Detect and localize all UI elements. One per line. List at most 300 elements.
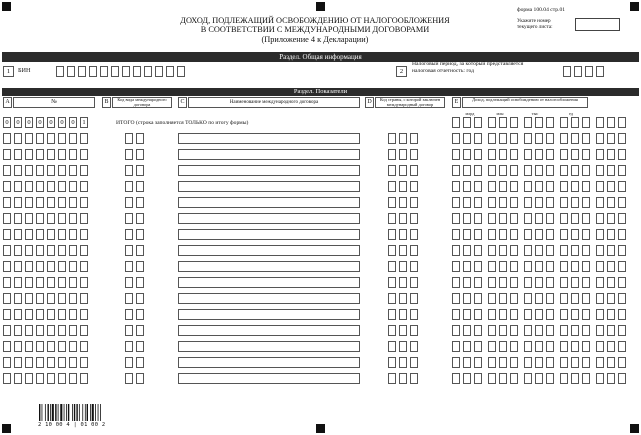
income-digit-cell[interactable] [452, 309, 460, 320]
row-number-cell[interactable] [36, 309, 44, 320]
income-digit-cell[interactable] [546, 325, 554, 336]
itogo-income-cell[interactable] [596, 117, 604, 128]
row-number-cell[interactable] [69, 181, 77, 192]
income-digit-cell[interactable] [499, 373, 507, 384]
row-number-cell[interactable] [58, 197, 66, 208]
income-digit-cell[interactable] [474, 357, 482, 368]
income-digit-cell[interactable] [535, 197, 543, 208]
row-number-cell[interactable] [36, 293, 44, 304]
income-digit-cell[interactable] [607, 357, 615, 368]
itogo-income-cell[interactable] [546, 117, 554, 128]
row-number-cell[interactable] [80, 309, 88, 320]
income-digit-cell[interactable] [546, 293, 554, 304]
country-code-cell[interactable] [388, 181, 396, 192]
income-digit-cell[interactable] [560, 181, 568, 192]
tax-year-digit-cell[interactable] [574, 66, 582, 77]
income-digit-cell[interactable] [452, 325, 460, 336]
income-digit-cell[interactable] [560, 373, 568, 384]
income-digit-cell[interactable] [607, 245, 615, 256]
row-number-cell[interactable] [36, 261, 44, 272]
treaty-type-code-cell[interactable] [125, 373, 133, 384]
itogo-number-cell[interactable]: 0 [3, 117, 11, 128]
treaty-name-input[interactable] [178, 181, 360, 192]
income-digit-cell[interactable] [524, 229, 532, 240]
income-digit-cell[interactable] [571, 197, 579, 208]
treaty-type-code-cell[interactable] [136, 229, 144, 240]
income-digit-cell[interactable] [582, 229, 590, 240]
row-number-cell[interactable] [58, 229, 66, 240]
income-digit-cell[interactable] [560, 277, 568, 288]
itogo-income-cell[interactable] [452, 117, 460, 128]
row-number-cell[interactable] [69, 261, 77, 272]
row-number-cell[interactable] [3, 149, 11, 160]
row-number-cell[interactable] [25, 357, 33, 368]
country-code-cell[interactable] [399, 341, 407, 352]
income-digit-cell[interactable] [535, 309, 543, 320]
country-code-cell[interactable] [388, 229, 396, 240]
row-number-cell[interactable] [3, 293, 11, 304]
income-digit-cell[interactable] [546, 213, 554, 224]
treaty-name-input[interactable] [178, 213, 360, 224]
income-digit-cell[interactable] [596, 213, 604, 224]
income-digit-cell[interactable] [510, 197, 518, 208]
income-digit-cell[interactable] [474, 245, 482, 256]
income-digit-cell[interactable] [535, 277, 543, 288]
income-digit-cell[interactable] [452, 373, 460, 384]
income-digit-cell[interactable] [463, 293, 471, 304]
row-number-cell[interactable] [69, 229, 77, 240]
treaty-type-code-cell[interactable] [136, 341, 144, 352]
itogo-income-cell[interactable] [488, 117, 496, 128]
row-number-cell[interactable] [58, 213, 66, 224]
income-digit-cell[interactable] [499, 357, 507, 368]
row-number-cell[interactable] [14, 165, 22, 176]
row-number-cell[interactable] [47, 181, 55, 192]
income-digit-cell[interactable] [618, 133, 626, 144]
row-number-cell[interactable] [14, 197, 22, 208]
row-number-cell[interactable] [69, 133, 77, 144]
income-digit-cell[interactable] [582, 165, 590, 176]
row-number-cell[interactable] [36, 277, 44, 288]
income-digit-cell[interactable] [510, 357, 518, 368]
income-digit-cell[interactable] [618, 197, 626, 208]
income-digit-cell[interactable] [618, 325, 626, 336]
country-code-cell[interactable] [410, 133, 418, 144]
row-number-cell[interactable] [25, 133, 33, 144]
row-number-cell[interactable] [69, 341, 77, 352]
income-digit-cell[interactable] [488, 373, 496, 384]
country-code-cell[interactable] [410, 261, 418, 272]
row-number-cell[interactable] [14, 325, 22, 336]
country-code-cell[interactable] [388, 149, 396, 160]
treaty-type-code-cell[interactable] [125, 133, 133, 144]
treaty-name-input[interactable] [178, 325, 360, 336]
income-digit-cell[interactable] [546, 149, 554, 160]
income-digit-cell[interactable] [582, 373, 590, 384]
income-digit-cell[interactable] [571, 325, 579, 336]
income-digit-cell[interactable] [499, 341, 507, 352]
country-code-cell[interactable] [388, 373, 396, 384]
income-digit-cell[interactable] [524, 261, 532, 272]
income-digit-cell[interactable] [560, 229, 568, 240]
income-digit-cell[interactable] [607, 341, 615, 352]
row-number-cell[interactable] [47, 213, 55, 224]
income-digit-cell[interactable] [618, 277, 626, 288]
treaty-type-code-cell[interactable] [125, 213, 133, 224]
row-number-cell[interactable] [14, 341, 22, 352]
income-digit-cell[interactable] [618, 293, 626, 304]
income-digit-cell[interactable] [596, 133, 604, 144]
income-digit-cell[interactable] [488, 293, 496, 304]
income-digit-cell[interactable] [535, 245, 543, 256]
income-digit-cell[interactable] [488, 325, 496, 336]
income-digit-cell[interactable] [524, 133, 532, 144]
income-digit-cell[interactable] [474, 309, 482, 320]
treaty-type-code-cell[interactable] [136, 181, 144, 192]
treaty-type-code-cell[interactable] [136, 133, 144, 144]
treaty-type-code-cell[interactable] [136, 325, 144, 336]
income-digit-cell[interactable] [607, 197, 615, 208]
income-digit-cell[interactable] [582, 181, 590, 192]
income-digit-cell[interactable] [546, 277, 554, 288]
income-digit-cell[interactable] [596, 165, 604, 176]
row-number-cell[interactable] [80, 245, 88, 256]
income-digit-cell[interactable] [582, 309, 590, 320]
row-number-cell[interactable] [47, 293, 55, 304]
income-digit-cell[interactable] [546, 357, 554, 368]
row-number-cell[interactable] [58, 149, 66, 160]
row-number-cell[interactable] [25, 293, 33, 304]
income-digit-cell[interactable] [524, 293, 532, 304]
row-number-cell[interactable] [36, 149, 44, 160]
income-digit-cell[interactable] [560, 149, 568, 160]
row-number-cell[interactable] [3, 245, 11, 256]
income-digit-cell[interactable] [452, 293, 460, 304]
income-digit-cell[interactable] [535, 261, 543, 272]
bin-digit-cell[interactable] [89, 66, 97, 77]
row-number-cell[interactable] [14, 213, 22, 224]
income-digit-cell[interactable] [582, 133, 590, 144]
income-digit-cell[interactable] [510, 293, 518, 304]
row-number-cell[interactable] [25, 245, 33, 256]
row-number-cell[interactable] [3, 373, 11, 384]
income-digit-cell[interactable] [546, 181, 554, 192]
bin-digit-cell[interactable] [100, 66, 108, 77]
bin-digit-cell[interactable] [56, 66, 64, 77]
income-digit-cell[interactable] [535, 357, 543, 368]
income-digit-cell[interactable] [571, 293, 579, 304]
row-number-cell[interactable] [36, 181, 44, 192]
bin-digit-cell[interactable] [177, 66, 185, 77]
country-code-cell[interactable] [399, 373, 407, 384]
row-number-cell[interactable] [58, 293, 66, 304]
row-number-cell[interactable] [80, 133, 88, 144]
income-digit-cell[interactable] [474, 165, 482, 176]
income-digit-cell[interactable] [582, 293, 590, 304]
treaty-type-code-cell[interactable] [125, 181, 133, 192]
income-digit-cell[interactable] [596, 293, 604, 304]
row-number-cell[interactable] [69, 293, 77, 304]
income-digit-cell[interactable] [546, 341, 554, 352]
bin-digit-cell[interactable] [78, 66, 86, 77]
income-digit-cell[interactable] [452, 149, 460, 160]
row-number-cell[interactable] [36, 213, 44, 224]
income-digit-cell[interactable] [596, 277, 604, 288]
row-number-cell[interactable] [58, 133, 66, 144]
row-number-cell[interactable] [69, 373, 77, 384]
income-digit-cell[interactable] [618, 373, 626, 384]
income-digit-cell[interactable] [524, 213, 532, 224]
treaty-name-input[interactable] [178, 357, 360, 368]
row-number-cell[interactable] [80, 261, 88, 272]
income-digit-cell[interactable] [510, 181, 518, 192]
income-digit-cell[interactable] [546, 261, 554, 272]
row-number-cell[interactable] [80, 181, 88, 192]
country-code-cell[interactable] [399, 229, 407, 240]
income-digit-cell[interactable] [607, 293, 615, 304]
income-digit-cell[interactable] [524, 357, 532, 368]
income-digit-cell[interactable] [535, 181, 543, 192]
itogo-income-cell[interactable] [582, 117, 590, 128]
row-number-cell[interactable] [25, 261, 33, 272]
row-number-cell[interactable] [14, 245, 22, 256]
row-number-cell[interactable] [47, 245, 55, 256]
country-code-cell[interactable] [399, 261, 407, 272]
row-number-cell[interactable] [69, 165, 77, 176]
income-digit-cell[interactable] [582, 149, 590, 160]
row-number-cell[interactable] [58, 245, 66, 256]
row-number-cell[interactable] [3, 261, 11, 272]
income-digit-cell[interactable] [488, 133, 496, 144]
itogo-number-cell[interactable]: 0 [47, 117, 55, 128]
income-digit-cell[interactable] [474, 197, 482, 208]
row-number-cell[interactable] [36, 133, 44, 144]
income-digit-cell[interactable] [488, 341, 496, 352]
treaty-type-code-cell[interactable] [136, 245, 144, 256]
income-digit-cell[interactable] [618, 229, 626, 240]
row-number-cell[interactable] [69, 197, 77, 208]
treaty-type-code-cell[interactable] [136, 357, 144, 368]
treaty-type-code-cell[interactable] [136, 165, 144, 176]
treaty-type-code-cell[interactable] [125, 165, 133, 176]
row-number-cell[interactable] [14, 229, 22, 240]
country-code-cell[interactable] [410, 277, 418, 288]
income-digit-cell[interactable] [607, 165, 615, 176]
row-number-cell[interactable] [25, 149, 33, 160]
treaty-type-code-cell[interactable] [125, 149, 133, 160]
row-number-cell[interactable] [47, 309, 55, 320]
tax-year-digit-cell[interactable] [585, 66, 593, 77]
row-number-cell[interactable] [80, 197, 88, 208]
country-code-cell[interactable] [399, 245, 407, 256]
income-digit-cell[interactable] [582, 341, 590, 352]
row-number-cell[interactable] [58, 357, 66, 368]
income-digit-cell[interactable] [474, 261, 482, 272]
treaty-name-input[interactable] [178, 197, 360, 208]
row-number-cell[interactable] [47, 229, 55, 240]
row-number-cell[interactable] [47, 373, 55, 384]
income-digit-cell[interactable] [560, 197, 568, 208]
row-number-cell[interactable] [3, 213, 11, 224]
income-digit-cell[interactable] [535, 373, 543, 384]
income-digit-cell[interactable] [607, 181, 615, 192]
income-digit-cell[interactable] [618, 357, 626, 368]
itogo-income-cell[interactable] [607, 117, 615, 128]
income-digit-cell[interactable] [488, 277, 496, 288]
income-digit-cell[interactable] [596, 325, 604, 336]
treaty-type-code-cell[interactable] [125, 357, 133, 368]
income-digit-cell[interactable] [488, 149, 496, 160]
income-digit-cell[interactable] [499, 197, 507, 208]
income-digit-cell[interactable] [618, 213, 626, 224]
row-number-cell[interactable] [3, 133, 11, 144]
bin-digit-cell[interactable] [155, 66, 163, 77]
income-digit-cell[interactable] [582, 213, 590, 224]
income-digit-cell[interactable] [560, 293, 568, 304]
row-number-cell[interactable] [47, 149, 55, 160]
income-digit-cell[interactable] [452, 197, 460, 208]
income-digit-cell[interactable] [571, 357, 579, 368]
income-digit-cell[interactable] [618, 149, 626, 160]
row-number-cell[interactable] [47, 325, 55, 336]
tax-year-digit-cell[interactable] [596, 66, 604, 77]
income-digit-cell[interactable] [546, 165, 554, 176]
income-digit-cell[interactable] [607, 309, 615, 320]
income-digit-cell[interactable] [499, 229, 507, 240]
row-number-cell[interactable] [25, 197, 33, 208]
income-digit-cell[interactable] [510, 165, 518, 176]
row-number-cell[interactable] [25, 373, 33, 384]
income-digit-cell[interactable] [596, 309, 604, 320]
itogo-income-cell[interactable] [524, 117, 532, 128]
income-digit-cell[interactable] [474, 213, 482, 224]
income-digit-cell[interactable] [499, 245, 507, 256]
income-digit-cell[interactable] [524, 309, 532, 320]
income-digit-cell[interactable] [488, 213, 496, 224]
country-code-cell[interactable] [399, 213, 407, 224]
income-digit-cell[interactable] [452, 181, 460, 192]
row-number-cell[interactable] [14, 309, 22, 320]
row-number-cell[interactable] [36, 229, 44, 240]
income-digit-cell[interactable] [571, 373, 579, 384]
row-number-cell[interactable] [58, 181, 66, 192]
income-digit-cell[interactable] [499, 309, 507, 320]
income-digit-cell[interactable] [596, 181, 604, 192]
bin-digit-cell[interactable] [122, 66, 130, 77]
row-number-cell[interactable] [80, 325, 88, 336]
income-digit-cell[interactable] [571, 277, 579, 288]
country-code-cell[interactable] [399, 133, 407, 144]
row-number-cell[interactable] [36, 165, 44, 176]
treaty-type-code-cell[interactable] [136, 213, 144, 224]
income-digit-cell[interactable] [560, 341, 568, 352]
income-digit-cell[interactable] [463, 261, 471, 272]
treaty-name-input[interactable] [178, 245, 360, 256]
row-number-cell[interactable] [69, 325, 77, 336]
income-digit-cell[interactable] [618, 245, 626, 256]
treaty-type-code-cell[interactable] [125, 245, 133, 256]
row-number-cell[interactable] [3, 341, 11, 352]
income-digit-cell[interactable] [596, 373, 604, 384]
income-digit-cell[interactable] [535, 325, 543, 336]
row-number-cell[interactable] [80, 165, 88, 176]
row-number-cell[interactable] [69, 277, 77, 288]
income-digit-cell[interactable] [499, 213, 507, 224]
treaty-name-input[interactable] [178, 229, 360, 240]
row-number-cell[interactable] [69, 357, 77, 368]
country-code-cell[interactable] [399, 293, 407, 304]
treaty-type-code-cell[interactable] [136, 277, 144, 288]
country-code-cell[interactable] [388, 197, 396, 208]
itogo-income-cell[interactable] [560, 117, 568, 128]
income-digit-cell[interactable] [571, 181, 579, 192]
income-digit-cell[interactable] [596, 261, 604, 272]
bin-digit-cell[interactable] [111, 66, 119, 77]
row-number-cell[interactable] [36, 357, 44, 368]
row-number-cell[interactable] [47, 165, 55, 176]
income-digit-cell[interactable] [535, 229, 543, 240]
income-digit-cell[interactable] [463, 133, 471, 144]
treaty-type-code-cell[interactable] [136, 373, 144, 384]
country-code-cell[interactable] [388, 165, 396, 176]
row-number-cell[interactable] [14, 357, 22, 368]
income-digit-cell[interactable] [535, 149, 543, 160]
row-number-cell[interactable] [80, 373, 88, 384]
bin-digit-cell[interactable] [144, 66, 152, 77]
country-code-cell[interactable] [388, 309, 396, 320]
income-digit-cell[interactable] [510, 261, 518, 272]
row-number-cell[interactable] [58, 165, 66, 176]
income-digit-cell[interactable] [607, 261, 615, 272]
row-number-cell[interactable] [58, 261, 66, 272]
treaty-name-input[interactable] [178, 293, 360, 304]
income-digit-cell[interactable] [510, 309, 518, 320]
income-digit-cell[interactable] [607, 373, 615, 384]
country-code-cell[interactable] [388, 133, 396, 144]
row-number-cell[interactable] [25, 181, 33, 192]
row-number-cell[interactable] [80, 229, 88, 240]
income-digit-cell[interactable] [452, 229, 460, 240]
country-code-cell[interactable] [399, 197, 407, 208]
income-digit-cell[interactable] [510, 341, 518, 352]
row-number-cell[interactable] [14, 181, 22, 192]
row-number-cell[interactable] [14, 293, 22, 304]
row-number-cell[interactable] [80, 149, 88, 160]
income-digit-cell[interactable] [535, 165, 543, 176]
income-digit-cell[interactable] [571, 213, 579, 224]
row-number-cell[interactable] [80, 213, 88, 224]
treaty-name-input[interactable] [178, 133, 360, 144]
income-digit-cell[interactable] [474, 325, 482, 336]
row-number-cell[interactable] [47, 277, 55, 288]
income-digit-cell[interactable] [488, 245, 496, 256]
treaty-type-code-cell[interactable] [136, 293, 144, 304]
country-code-cell[interactable] [388, 277, 396, 288]
income-digit-cell[interactable] [463, 309, 471, 320]
income-digit-cell[interactable] [499, 133, 507, 144]
income-digit-cell[interactable] [560, 165, 568, 176]
itogo-income-cell[interactable] [618, 117, 626, 128]
income-digit-cell[interactable] [463, 325, 471, 336]
country-code-cell[interactable] [399, 357, 407, 368]
itogo-number-cell[interactable]: 1 [80, 117, 88, 128]
country-code-cell[interactable] [410, 293, 418, 304]
income-digit-cell[interactable] [452, 213, 460, 224]
income-digit-cell[interactable] [488, 165, 496, 176]
country-code-cell[interactable] [388, 357, 396, 368]
income-digit-cell[interactable] [618, 341, 626, 352]
income-digit-cell[interactable] [618, 165, 626, 176]
